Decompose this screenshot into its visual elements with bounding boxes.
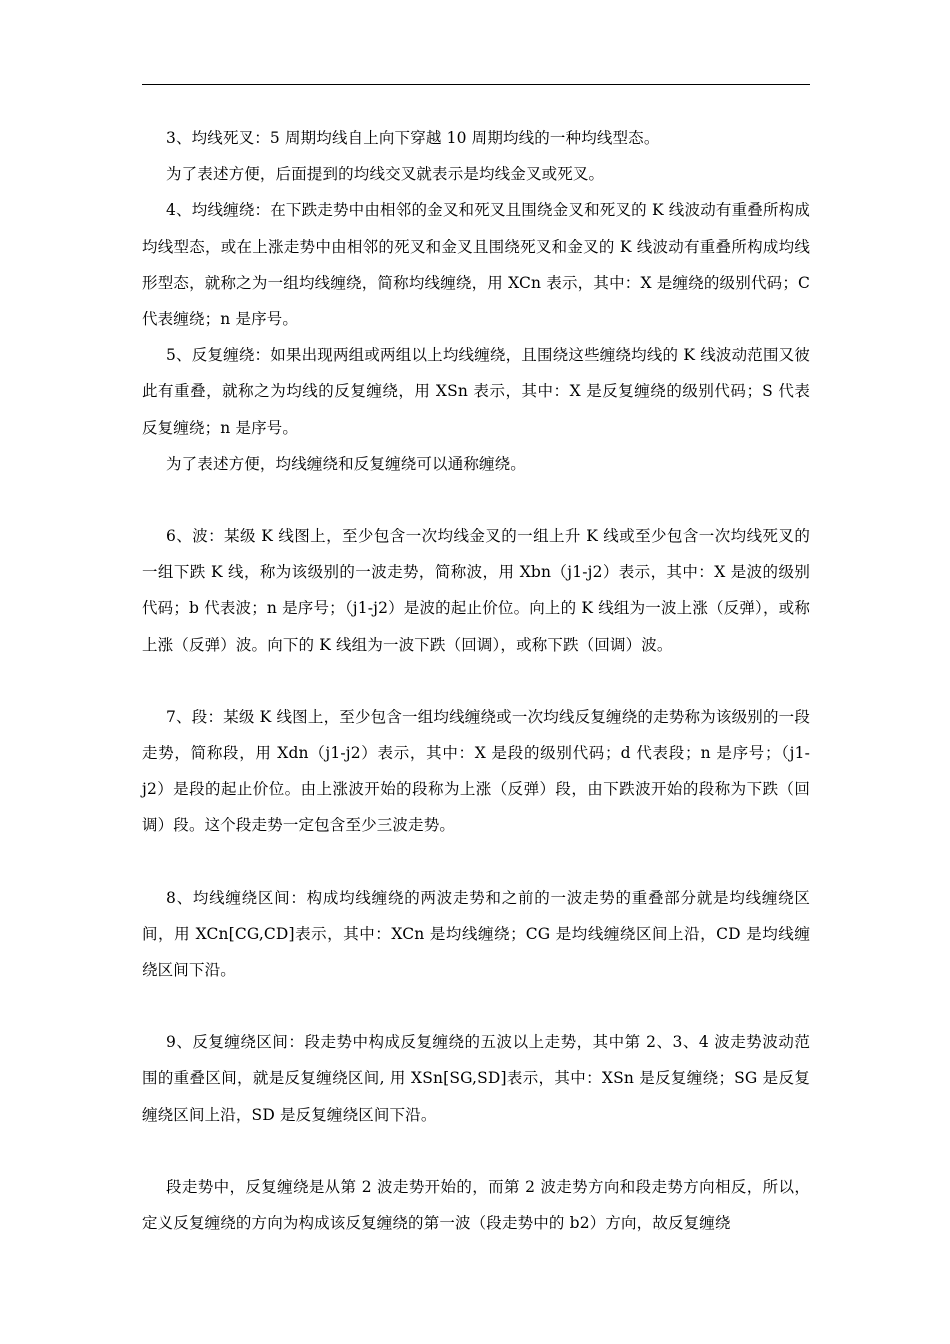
paragraph-entanglement-note: 为了表述方便，均线缠绕和反复缠绕可以通称缠绕。 — [166, 454, 526, 473]
paragraph-ma-entanglement: 4、均线缠绕：在下跌走势中由相邻的金叉和死叉且围绕金叉和死叉的 K 线波动有重叠所构成均线型态，或在上涨走势中由相邻的死叉和金叉且围绕死叉和金叉的 K 线波动有重叠所构成均线形型态，就称之为一组均线缠绕，简称均线缠绕，用 XCn 表示，其中：X 是缠绕的级别代码；C 代表缠绕；n 是序号。 — [142, 201, 810, 329]
paragraph-entanglement-range: 8、均线缠绕区间：构成均线缠绕的两波走势和之前的一波走势的重叠部分就是均线缠绕区间，用 XCn[CG,CD]表示，其中：XCn 是均线缠绕；CG 是均线缠绕区间上沿，CD 是均线缠绕区间下沿。 — [142, 888, 810, 980]
document-body — [142, 120, 810, 1241]
paragraph-repeated-range: 9、反复缠绕区间：段走势中构成反复缠绕的五波以上走势，其中第 2、3、4 波走势波动范围的重叠区间，就是反复缠绕区间, 用 XSn[SG,SD]表示，其中：XSn 是反复缠绕；SG 是反复缠绕区间上沿，SD 是反复缠绕区间下沿。 — [142, 1033, 810, 1124]
paragraph-segment: 7、段：某级 K 线图上，至少包含一组均线缠绕或一次均线反复缠绕的走势称为该级别的一段走势，简称段，用 Xdn（j1-j2）表示，其中：X 是段的级别代码；d 代表段；n 是序号；（j1-j2）是段的起止价位。由上涨波开始的段称为上涨（反弹）段，由下跌波开始的段称为下跌（回调）段。这个段走势一定包含至少三波走势。 — [142, 707, 810, 835]
paragraph-cross-note: 为了表述方便，后面提到的均线交叉就表示是均线金叉或死叉。 — [166, 165, 605, 184]
paragraph-direction-note: 段走势中，反复缠绕是从第 2 波走势开始的，而第 2 波走势方向和段走势方向相反，所以，定义反复缠绕的方向为构成该反复缠绕的第一波（段走势中的 b2）方向，故反复缠绕 — [142, 1177, 810, 1233]
paragraph-ma-dead-cross: 3、均线死叉：5 周期均线自上向下穿越 10 周期均线的一种均线型态。 — [166, 129, 660, 147]
paragraph-wave: 6、波：某级 K 线图上，至少包含一次均线金叉的一组上升 K 线或至少包含一次均线死叉的一组下跌 K 线，称为该级别的一波走势，简称波，用 Xbn（j1-j2）表示，其中：X 是波的级别代码；b 代表波；n 是序号；（j1-j2）是波的起止价位。向上的 K 线组为一波上涨（反弹），或称上涨（反弹）波。向下的 K 线组为一波下跌（回调），或称下跌（回调）波。 — [142, 527, 810, 654]
paragraph-repeated-entanglement: 5、反复缠绕：如果出现两组或两组以上均线缠绕，且围绕这些缠绕均线的 K 线波动范围又彼此有重叠，就称之为均线的反复缠绕，用 XSn 表示，其中：X 是反复缠绕的级别代码；S 代表反复缠绕；n 是序号。 — [142, 346, 810, 437]
header-rule — [142, 84, 810, 85]
